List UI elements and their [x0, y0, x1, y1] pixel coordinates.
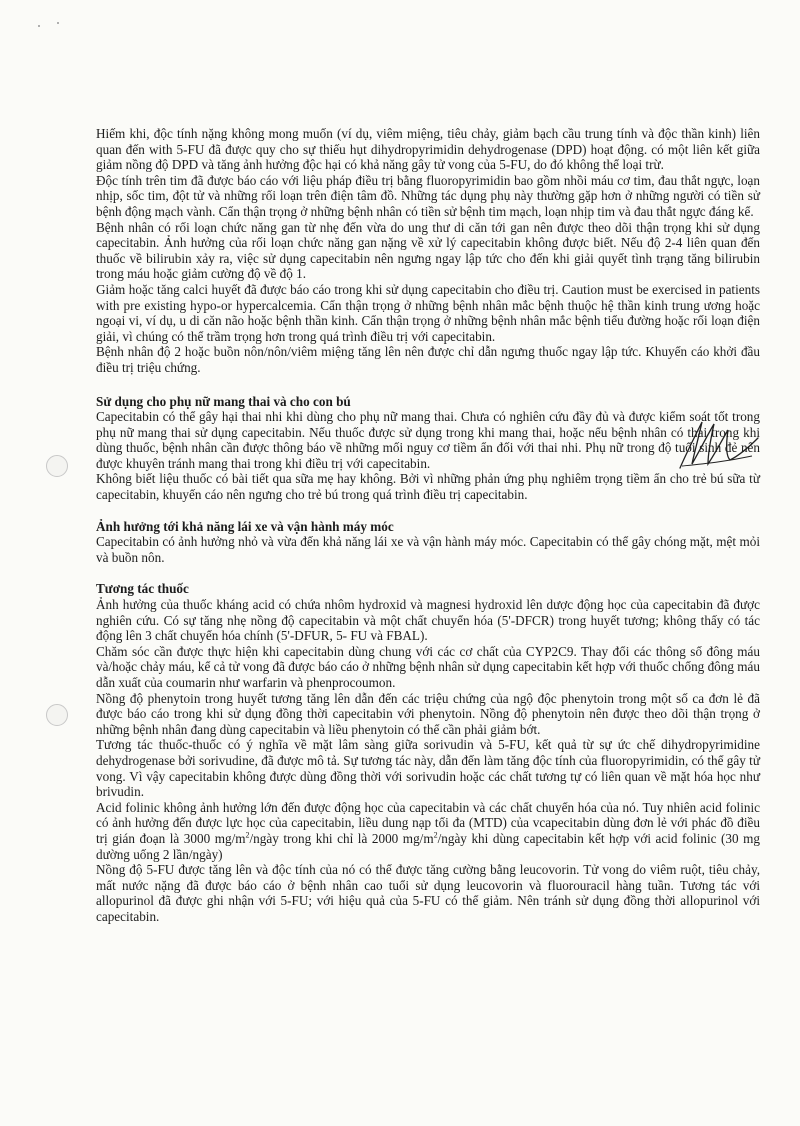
- punch-hole: [46, 455, 68, 477]
- scan-speck: [57, 22, 59, 24]
- paragraph-nausea: Bệnh nhân độ 2 hoặc buồn nôn/nôn/viêm miệng tăng lên nên được chỉ dẫn ngưng thuốc ngay lập tức. Khuyến cáo khởi đầu điều trị triệu chứng.: [96, 344, 760, 375]
- paragraph-cardiotoxicity: Độc tính trên tim đã được báo cáo với liệu pháp điều trị bằng fluoropyrimidin bao gồm nhồi máu cơ tim, đau thắt ngực, loạn nhịp, sốc tim, đột tử và những rối loạn trên điện tâm đồ. Những tác dụng phụ này thường gặp hơn ở những người có tiền sử bệnh động mạch vành. Cẩn thận trọng ở những bệnh nhân có tiền sử bệnh tim mạch, loạn nhịp tim và đau thắt ngực đáng kể.: [96, 172, 760, 219]
- paragraph-lactation: Không biết liệu thuốc có bài tiết qua sữa mẹ hay không. Bởi vì những phản ứng phụ nghiêm trọng tiềm ẩn cho trẻ bú sữa từ capecitabin, khuyến cáo nên ngưng cho trẻ bú trong quá trình điều trị capecitabin.: [96, 471, 760, 503]
- document-page: [96, 126, 760, 925]
- paragraph-phenytoin: Nồng độ phenytoin trong huyết tương tăng lên dẫn đến các triệu chứng của ngộ độc phenytoin trong một số ca đơn lẻ đã được báo cáo trong khi sử dụng đồng thời capecitabin với phenytoin. Nồng độ phenytoin nên được theo dõi thận trọng ở những bệnh nhân đang dùng capecitabin và liều phenytoin có thể cần phải giảm bớt.: [96, 690, 760, 737]
- paragraph-cyp2c9: Chăm sóc cần được thực hiện khi capecitabin dùng chung với các cơ chất của CYP2C9. Thay đổi các thông số đông máu và/hoặc chảy máu, kể cả tử vong đã được báo cáo ở những bệnh nhân sử dụng capecitabin kết hợp với thuốc chống đông máu dẫn xuất của coumarin như warfarin và phenprocoumon.: [96, 643, 760, 690]
- paragraph-dpd: Hiếm khi, độc tính nặng không mong muốn (ví dụ, viêm miệng, tiêu chảy, giảm bạch cầu trung tính và độc thần kinh) liên quan đến with 5-FU đã được quy cho sự thiếu hụt dihydropyrimidin dehydrogenase (DPD) hoạt động. có một liên kết giữa giảm nồng độ DPD và tăng ảnh hưởng độc hại có khả năng gây tử vong của 5-FU, do đó không thể loại trừ.: [96, 126, 760, 173]
- paragraph-hepatic: Bệnh nhân có rối loạn chức năng gan từ nhẹ đến vừa do ung thư di căn tới gan nên được theo dõi thận trọng khi sử dụng capecitabin. Ảnh hưởng của rối loạn chức năng gan nặng về xử lý capecitabin không được biết. Nếu độ 2-4 liên quan đến thuốc về bilirubin xảy ra, việc sử dụng capecitabin nên ngưng ngay lập tức cho đến khi giải quyết tình trạng tăng bilirubin trong máu hoặc giảm cường độ về độ 1.: [96, 219, 760, 282]
- paragraph-antacid: Ảnh hưởng của thuốc kháng acid có chứa nhôm hydroxid và magnesi hydroxid lên dược động học của capecitabin đã được nghiên cứu. Có sự tăng nhẹ nồng độ capecitabin và một chất chuyển hóa (5'-DFCR) trong huyết tương; không thấy có tác động lên 3 chất chuyển hóa chính (5'-DFUR, 5- FU và FBAL).: [96, 597, 760, 644]
- paragraph-leucovorin: Nồng độ 5-FU được tăng lên và độc tính của nó có thể được tăng cường bằng leucovorin. Tử vong do viêm ruột, tiêu chảy, mất nước nặng đã được báo cáo ở bệnh nhân cao tuổi sử dụng leucovorin và fluorouracil hàng tuần. Tương tác với allopurinol đã được ghi nhận với 5-FU; với hiệu quả của 5-FU có thể giảm. Nên tránh sử dụng đồng thời allopurinol với capecitabin.: [96, 862, 760, 924]
- scan-speck: [38, 25, 40, 27]
- heading-interactions: Tương tác thuốc: [96, 581, 189, 597]
- heading-pregnancy: Sử dụng cho phụ nữ mang thai và cho con bú: [96, 393, 351, 409]
- paragraph-pregnancy: Capecitabin có thể gây hại thai nhi khi dùng cho phụ nữ mang thai. Chưa có nghiên cứu đầy đủ và được kiểm soát tốt trong phụ nữ mang thai sử dụng capecitabin. Nếu thuốc được sử dụng trong khi mang thai, hoặc nếu bệnh nhân có thai trong khi dùng thuốc, bệnh nhân cần được thông báo về những mối nguy cơ tiềm ẩn đối với thai nhi. Phụ nữ trong độ tuổi sinh đẻ nên được khuyên tránh mang thai trong khi điều trị với capecitabin.: [96, 409, 760, 471]
- paragraph-driving: Capecitabin có ảnh hưởng nhỏ và vừa đến khả năng lái xe và vận hành máy móc. Capecitabin có thể gây chóng mặt, mệt mỏi và buồn nôn.: [96, 534, 760, 565]
- paragraph-sorivudin: Tương tác thuốc-thuốc có ý nghĩa về mặt lâm sàng giữa sorivudin và 5-FU, kết quả từ sự ức chế dihydropyrimidine dehydrogenase bởi sorivudine, đã được mô tả. Sự tương tác này, dẫn đến làm tăng độc tính của fluoropyrimidin, có thể gây tử vong. Vì vậy capecitabin không được dùng đồng thời với sorivudin hoặc các chất tương tự có liên quan về mặt hóa học như brivudin.: [96, 737, 760, 800]
- paragraph-calcium: Giảm hoặc tăng calci huyết đã được báo cáo trong khi sử dụng capecitabin cho điều trị. Caution must be exercised in patients with pre existing hypo-or hypercalcemia. Cẩn thận trọng ở những bệnh nhân mắc bệnh thuộc hệ thần kinh trung ương hoặc ngoại vi, ví dụ, u di căn não hoặc bệnh thần kinh. Cẩn thận trọng ở những bệnh nhân mắc bệnh tiểu đường hoặc rối loạn điện giải, vì chúng có thể trầm trọng hơn trong quá trình điều trị với capecitabin.: [96, 281, 760, 344]
- punch-hole: [46, 704, 68, 726]
- heading-driving: Ảnh hưởng tới khả năng lái xe và vận hành máy móc: [96, 518, 394, 534]
- paragraph-folinic: Acid folinic không ảnh hưởng lớn đến được động học của capecitabin và các chất chuyển hóa của nó. Tuy nhiên acid folinic có ảnh hưởng đến được lực học của capecitabin, liều dung nạp tối đa (MTD) của vcapecitabin dùng đơn lẻ với phác đồ điều trị gián đoạn là 3000 $mg/m^2$/ngày trong khi chỉ là 2000 $mg/m^2$/ngày khi dùng capecitabin kết hợp với acid folinic (30 mg dường uống 2 lần/ngày): [96, 799, 761, 862]
